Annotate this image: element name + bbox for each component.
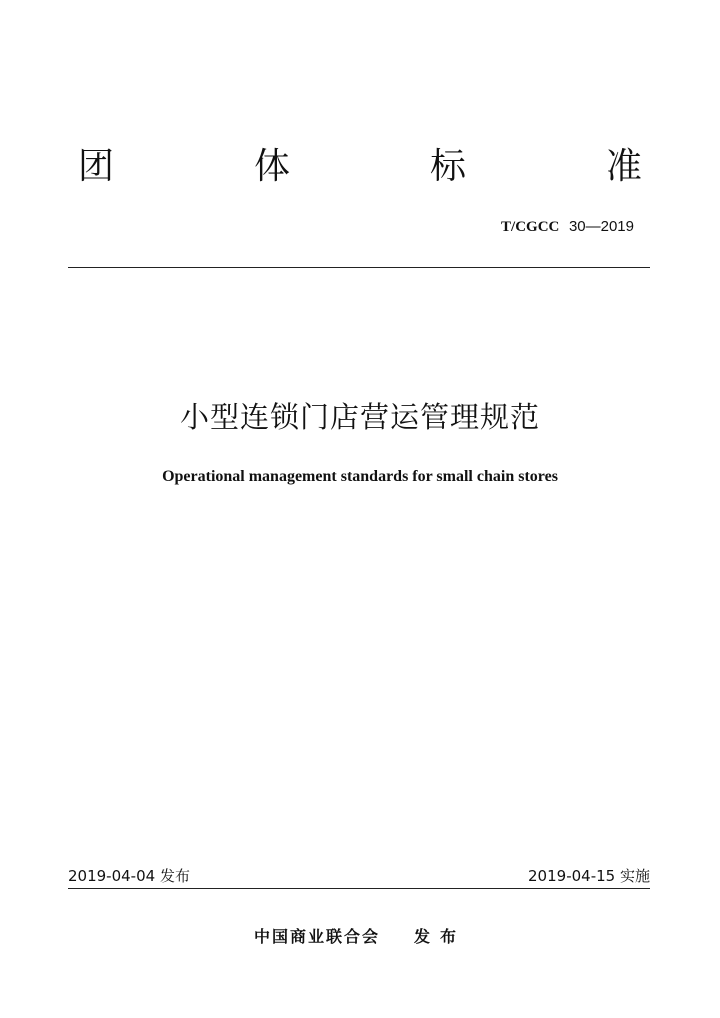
issue-label: 发布 [159, 867, 190, 885]
effective-label: 实施 [619, 867, 650, 885]
issue-date: 2019-04-04 [68, 867, 156, 885]
effective-date-block [528, 866, 650, 886]
standard-type-char: 体 [253, 146, 290, 187]
document-title-english: Operational management standards for small chain stores [162, 468, 558, 485]
issue-date-block [68, 866, 190, 886]
standard-type-char: 标 [429, 146, 466, 187]
effective-date: 2019-04-15 [528, 867, 616, 885]
standard-code [501, 216, 634, 237]
standard-code-number: 30—2019 [568, 218, 634, 235]
document-title-chinese: 小型连锁门店营运管理规范 [179, 400, 540, 434]
standard-type-heading [78, 145, 642, 189]
bottom-divider [68, 888, 650, 889]
issuer-name: 中国商业联合会 [253, 927, 380, 946]
issuer-line [0, 926, 720, 948]
standard-type-char: 团 [78, 146, 115, 187]
top-divider [68, 267, 650, 268]
standard-type-char: 准 [605, 146, 642, 187]
publish-label: 发布 [414, 927, 467, 946]
standard-code-prefix: T/CGCC [501, 219, 560, 235]
